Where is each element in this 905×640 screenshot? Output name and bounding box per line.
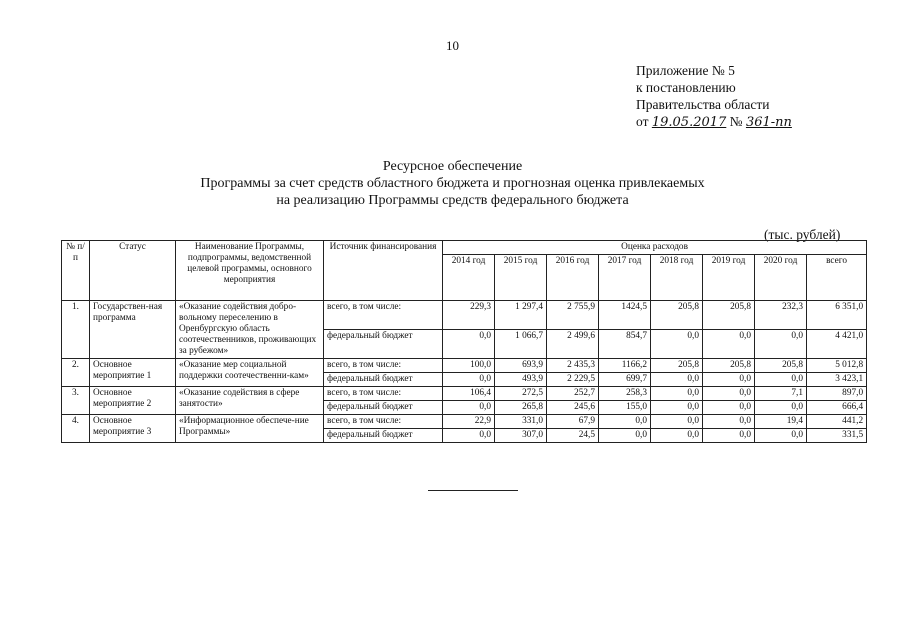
divider-line (428, 490, 518, 491)
cell-total-value: 6 351,0 (807, 301, 867, 330)
cell-federal-value: 245,6 (547, 401, 599, 415)
row-name: «Информационное обеспече-ние Программы» (176, 415, 324, 443)
header-num: № п/п (62, 241, 90, 301)
resolution-date: 19.05.2017 (651, 115, 727, 130)
cell-federal-value: 3 423,1 (807, 373, 867, 387)
row-num: 3. (62, 387, 90, 415)
header-status: Статус (90, 241, 176, 301)
cell-total-value: 67,9 (547, 415, 599, 429)
cell-total-value: 19,4 (755, 415, 807, 429)
header-source: Источник финансирования (324, 241, 443, 301)
row-status: Основное мероприятие 3 (90, 415, 176, 443)
cell-total-value: 22,9 (443, 415, 495, 429)
cell-total-value: 205,8 (651, 359, 703, 373)
cell-federal-value: 0,0 (755, 373, 807, 387)
cell-federal-value: 0,0 (651, 373, 703, 387)
row-source-total: всего, в том числе: (324, 301, 443, 330)
cell-federal-value: 493,9 (495, 373, 547, 387)
row-name: «Оказание мер социальной поддержки соотечественни-кам» (176, 359, 324, 387)
row-status: Государствен-ная программа (90, 301, 176, 359)
cell-total-value: 2 755,9 (547, 301, 599, 330)
cell-total-value: 205,8 (651, 301, 703, 330)
title-line-1: Ресурсное обеспечение (382, 159, 523, 174)
table-row-total (62, 301, 867, 330)
cell-federal-value: 0,0 (755, 429, 807, 443)
header-year: 2015 год (495, 255, 547, 301)
cell-total-value: 229,3 (443, 301, 495, 330)
cell-federal-value: 265,8 (495, 401, 547, 415)
cell-federal-value: 854,7 (599, 330, 651, 359)
table-row-total (62, 415, 867, 429)
cell-total-value: 0,0 (599, 415, 651, 429)
cell-total-value: 232,3 (755, 301, 807, 330)
cell-total-value: 106,4 (443, 387, 495, 401)
row-source-total: всего, в том числе: (324, 415, 443, 429)
row-source-total: всего, в том числе: (324, 387, 443, 401)
resource-table (61, 240, 867, 443)
cell-federal-value: 4 421,0 (807, 330, 867, 359)
cell-federal-value: 0,0 (703, 401, 755, 415)
row-num: 2. (62, 359, 90, 387)
page-number: 10 (446, 38, 459, 53)
header-year: 2017 год (599, 255, 651, 301)
row-source-federal: федеральный бюджет (324, 330, 443, 359)
resolution-number: 361-пп (745, 115, 792, 130)
header-name: Наименование Программы, подпрограммы, ведомственной целевой программы, основного мероприятия (176, 241, 324, 301)
cell-federal-value: 2 229,5 (547, 373, 599, 387)
cell-federal-value: 0,0 (755, 401, 807, 415)
number-label: № (729, 114, 743, 129)
cell-federal-value: 307,0 (495, 429, 547, 443)
appendix-line-2: к постановлению (636, 80, 736, 95)
row-source-federal: федеральный бюджет (324, 429, 443, 443)
row-source-total: всего, в том числе: (324, 359, 443, 373)
header-year: 2018 год (651, 255, 703, 301)
cell-total-value: 272,5 (495, 387, 547, 401)
cell-federal-value: 0,0 (651, 429, 703, 443)
cell-federal-value: 0,0 (703, 330, 755, 359)
cell-federal-value: 0,0 (651, 330, 703, 359)
table-row-total (62, 387, 867, 401)
cell-total-value: 331,0 (495, 415, 547, 429)
title-line-3: на реализацию Программы средств федерального бюджета (276, 193, 629, 208)
cell-federal-value: 0,0 (443, 373, 495, 387)
row-status: Основное мероприятие 2 (90, 387, 176, 415)
appendix-date-line (636, 113, 792, 131)
cell-federal-value: 1 066,7 (495, 330, 547, 359)
appendix-line-3: Правительства области (636, 97, 770, 112)
cell-total-value: 258,3 (599, 387, 651, 401)
cell-federal-value: 0,0 (703, 373, 755, 387)
header-year: 2016 год (547, 255, 599, 301)
cell-total-value: 205,8 (755, 359, 807, 373)
cell-total-value: 1166,2 (599, 359, 651, 373)
from-label: от (636, 114, 649, 129)
row-source-federal: федеральный бюджет (324, 373, 443, 387)
cell-total-value: 205,8 (703, 301, 755, 330)
cell-federal-value: 24,5 (547, 429, 599, 443)
cell-total-value: 693,9 (495, 359, 547, 373)
cell-total-value: 5 012,8 (807, 359, 867, 373)
row-status: Основное мероприятие 1 (90, 359, 176, 387)
cell-total-value: 1424,5 (599, 301, 651, 330)
header-total: всего (807, 255, 867, 301)
cell-total-value: 205,8 (703, 359, 755, 373)
cell-federal-value: 0,0 (651, 401, 703, 415)
cell-federal-value: 155,0 (599, 401, 651, 415)
cell-total-value: 0,0 (651, 415, 703, 429)
cell-total-value: 0,0 (703, 415, 755, 429)
cell-total-value: 100,0 (443, 359, 495, 373)
cell-federal-value: 0,0 (443, 429, 495, 443)
row-num: 1. (62, 301, 90, 359)
cell-total-value: 2 435,3 (547, 359, 599, 373)
cell-federal-value: 331,5 (807, 429, 867, 443)
row-name: «Оказание содействия в сфере занятости» (176, 387, 324, 415)
cell-total-value: 1 297,4 (495, 301, 547, 330)
header-year: 2019 год (703, 255, 755, 301)
cell-total-value: 0,0 (703, 387, 755, 401)
units-label: (тыс. рублей) (764, 227, 841, 242)
cell-federal-value: 0,0 (703, 429, 755, 443)
appendix-line-1: Приложение № 5 (636, 63, 735, 78)
table-row-total (62, 359, 867, 373)
cell-total-value: 897,0 (807, 387, 867, 401)
row-name: «Оказание содействия добро-вольному переселению в Оренбургскую область соотечественников, проживающих за рубежом» (176, 301, 324, 359)
cell-federal-value: 0,0 (755, 330, 807, 359)
cell-federal-value: 0,0 (443, 401, 495, 415)
cell-federal-value: 0,0 (599, 429, 651, 443)
header-year: 2014 год (443, 255, 495, 301)
cell-federal-value: 2 499,6 (547, 330, 599, 359)
row-num: 4. (62, 415, 90, 443)
title-line-2: Программы за счет средств областного бюджета и прогнозная оценка привлекаемых (200, 176, 705, 191)
cell-federal-value: 0,0 (443, 330, 495, 359)
cell-federal-value: 699,7 (599, 373, 651, 387)
header-estimate: Оценка расходов (443, 241, 867, 255)
cell-total-value: 252,7 (547, 387, 599, 401)
cell-federal-value: 666,4 (807, 401, 867, 415)
document-title (0, 158, 905, 209)
cell-total-value: 441,2 (807, 415, 867, 429)
cell-total-value: 7,1 (755, 387, 807, 401)
appendix-block (636, 62, 792, 131)
header-year: 2020 год (755, 255, 807, 301)
row-source-federal: федеральный бюджет (324, 401, 443, 415)
cell-total-value: 0,0 (651, 387, 703, 401)
